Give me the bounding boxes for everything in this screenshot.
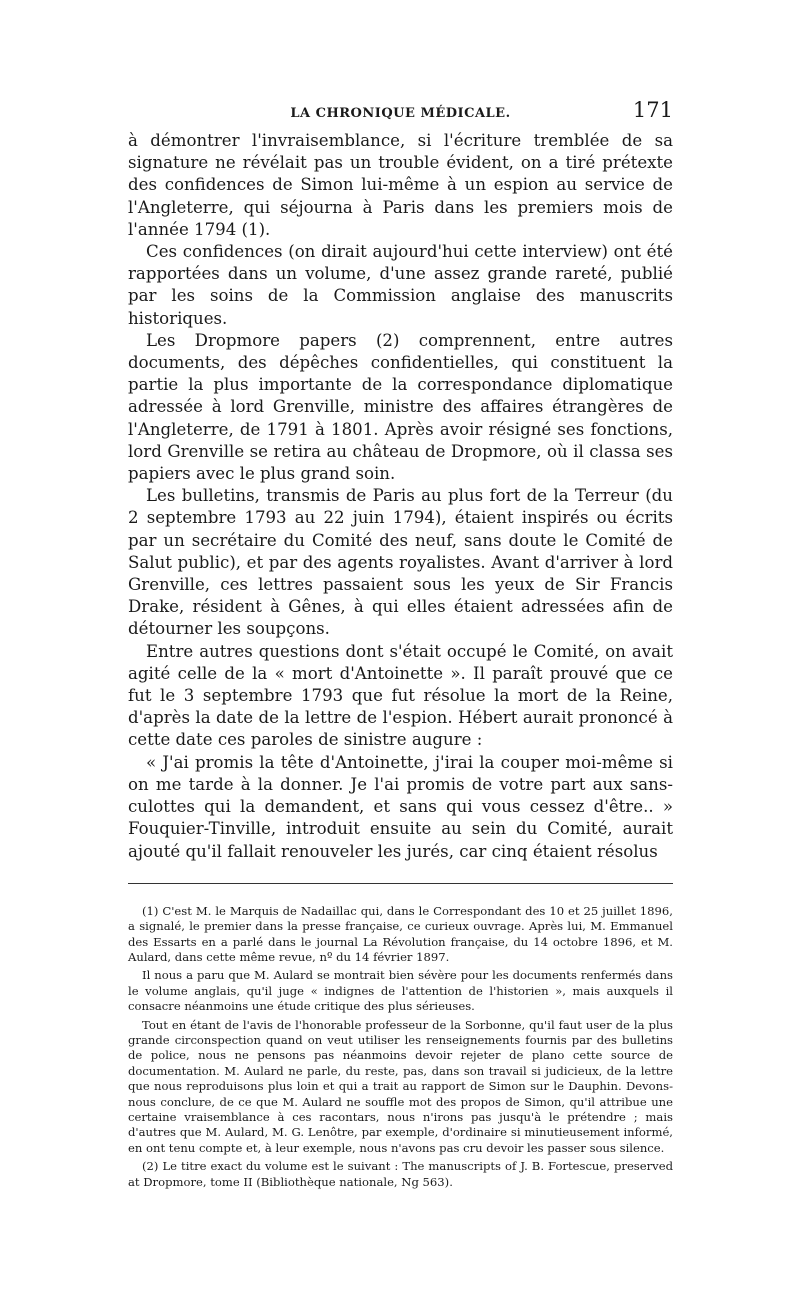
running-title: LA CHRONIQUE MÉDICALE. bbox=[290, 106, 511, 121]
paragraph: Les Dropmore papers (2) comprennent, entre autres documents, des dépêches confidentielles, qui constituent la partie la plus importante de la correspondance diplomatique adressée à lord Grenville, ministre des affaires étrangères de l'Angleterre, de 1791 à 1801. Après avoir résigné ses fonctions, lord Grenville se retira au château de Dropmore, où il classa ses papiers avec le plus grand soin. bbox=[128, 330, 673, 484]
page bbox=[128, 96, 673, 1190]
footnote: Il nous a paru que M. Aulard se montrait bien sévère pour les documents renfermés dans le volume anglais, qu'il juge « indignes de l'attention de l'historien », mais auxquels il consacre néanmoins une étude critique des plus sérieuses. bbox=[128, 968, 673, 1014]
footnote: (2) Le titre exact du volume est le suivant : The manuscripts of J. B. Fortescue, preserved at Dropmore, tome II (Bibliothèque nationale, Ng 563). bbox=[128, 1159, 673, 1189]
paragraph: Ces confidences (on dirait aujourd'hui cette interview) ont été rapportées dans un volume, d'une assez grande rareté, publié par les soins de la Commission anglaise des manuscrits historiques. bbox=[128, 242, 673, 328]
paragraph: « J'ai promis la tête d'Antoinette, j'irai la couper moi-même si on me tarde à la donner. Je l'ai promis de votre part aux sans-culottes qui la demandent, et sans qui vous cessez d'être.. » Fouquier-Tinville, introduit ensuite au sein du Comité, aurait ajouté qu'il fallait renouveler les jurés, car cinq étaient résolus bbox=[128, 752, 673, 861]
footnotes bbox=[128, 904, 673, 1190]
paragraph: Les bulletins, transmis de Paris au plus fort de la Terreur (du 2 septembre 1793 au 22 juin 1794), étaient inspirés ou écrits par un secrétaire du Comité des neuf, sans doute le Comité de Salut public), et par des agents royalistes. Avant d'arriver à lord Grenville, ces lettres passaient sous les yeux de Sir Francis Drake, résident à Gênes, à qui elles étaient adressées afin de détourner les soupçons. bbox=[128, 486, 673, 639]
body-text bbox=[128, 130, 673, 863]
footnote: Tout en étant de l'avis de l'honorable professeur de la Sorbonne, qu'il faut user de la plus grande circonspection quand on veut utiliser les renseignements fournis par des bulletins de police, nous ne pensons pas néanmoins devoir rejeter de plano cette source de documentation. M. Aulard ne parle, du reste, pas, dans son travail si judicieux, de la lettre que nous reproduisons plus loin et qui a trait au rapport de Simon sur le Dauphin. Devons-nous conclure, de ce que M. Aulard ne souffle mot des propos de Simon, qu'il attribue une certaine vraisemblance à ces racontars, nous n'irons pas jusqu'à le prétendre ; mais d'autres que M. Aulard, M. G. Lenôtre, par exemple, d'ordinaire si minutieusement informé, en ont tenu compte et, à leur exemple, nous n'avons pas cru devoir les passer sous silence. bbox=[128, 1017, 673, 1155]
page-number: 171 bbox=[632, 98, 673, 122]
page-header bbox=[128, 96, 673, 130]
paragraph: à démontrer l'invraisemblance, si l'écriture tremblée de sa signature ne révélait pas un trouble évident, on a tiré prétexte des confidences de Simon lui-même à un espion au service de l'Angleterre, qui séjourna à Paris dans les premiers mois de l'année 1794 (1). bbox=[128, 131, 673, 239]
footnote: (1) C'est M. le Marquis de Nadaillac qui, dans le Correspondant des 10 et 25 juillet 1896, a signalé, le premier dans la presse française, ce curieux ouvrage. Après lui, M. Emmanuel des Essarts en a parlé dans le journal La Révolution française, du 14 octobre 1896, et M. Aulard, dans cette même revue, nº du 14 février 1897. bbox=[128, 903, 673, 964]
footnote-divider bbox=[128, 883, 673, 884]
paragraph: Entre autres questions dont s'était occupé le Comité, on avait agité celle de la « mort d'Antoinette ». Il paraît prouvé que ce fut le 3 septembre 1793 que fut résolue la mort de la Reine, d'après la date de la lettre de l'espion. Hébert aurait prononcé à cette date ces paroles de sinistre augure : bbox=[128, 641, 673, 750]
